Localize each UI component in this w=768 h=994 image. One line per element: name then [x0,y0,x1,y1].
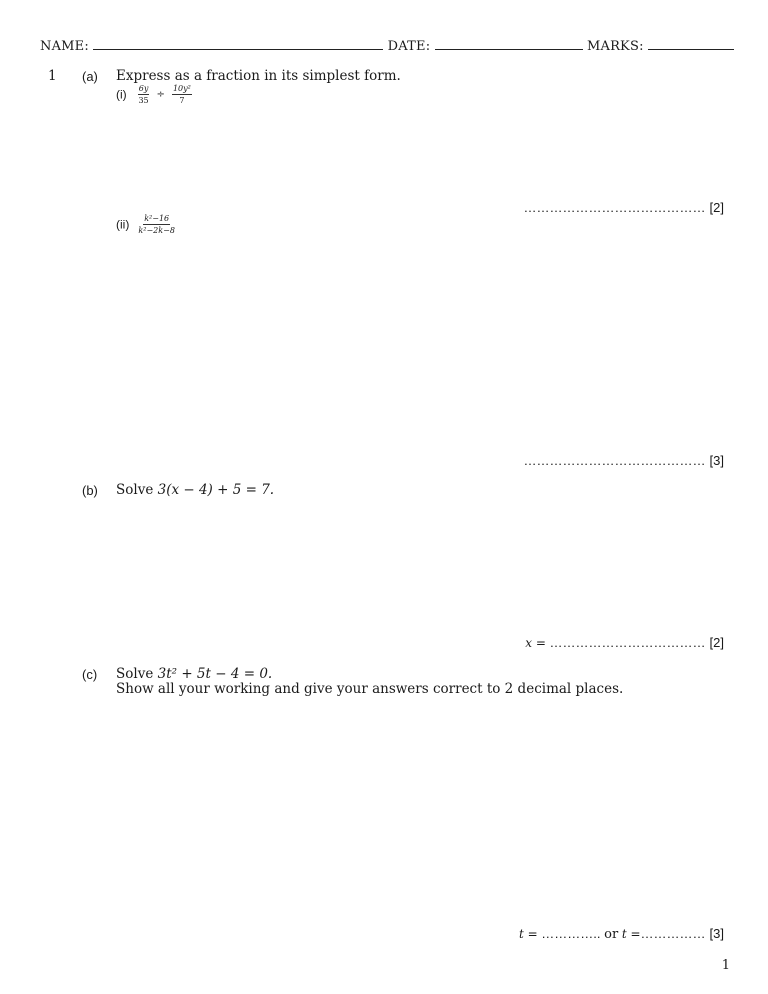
student-info-header [40,37,734,54]
part-a-instruction: Express as a fraction in its simplest form. [116,68,401,84]
equation-b: 3(x − 4) + 5 = 7. [157,482,275,498]
name-label: NAME: [40,39,89,54]
marks-badge: [3] [709,926,724,941]
date-field[interactable] [435,37,583,50]
page-number: 1 [721,958,730,973]
date-label: DATE: [387,39,431,54]
part-b-question: Solve 3(x − 4) + 5 = 7. [116,482,275,498]
marks-badge: [2] [709,635,724,650]
fraction-k-expression: $\frac{\text{k²−16}}{\text{k²−2k−8}}$ [138,214,175,235]
part-a-i [116,84,194,105]
sub-i-label: (i) [116,87,127,102]
marks-field[interactable] [648,37,734,50]
question-number: 1 [48,68,57,84]
part-c-question: Solve 3t² + 5t − 4 = 0. [116,666,273,682]
marks-badge: [2] [709,200,724,215]
marks-label: MARKS: [586,39,644,54]
answer-line-a-i[interactable]: …………………………………… [2] [523,200,724,215]
name-field[interactable] [93,37,383,50]
sub-ii-label: (ii) [116,217,130,232]
part-a-label: (a) [82,69,98,84]
answer-line-b[interactable]: x = ……………………………… [2] [525,635,724,650]
fraction-6y-35: $\frac{6y}{35}$ [138,84,149,105]
part-c-instruction: Show all your working and give your answers correct to 2 decimal places. [116,681,624,697]
answer-line-a-ii[interactable]: …………………………………… [3] [523,453,724,468]
divide-operator: ÷ [156,89,165,100]
answer-line-c[interactable]: t = ………….. or t =…………… [3] [518,926,724,942]
part-a-ii [116,214,177,235]
fraction-10y2-7: $\frac{\text{10y²}}{7}$ [172,84,191,105]
part-b-label: (b) [82,483,98,498]
marks-badge: [3] [709,453,724,468]
equation-c: 3t² + 5t − 4 = 0. [157,666,273,682]
part-c-label: (c) [82,667,98,682]
